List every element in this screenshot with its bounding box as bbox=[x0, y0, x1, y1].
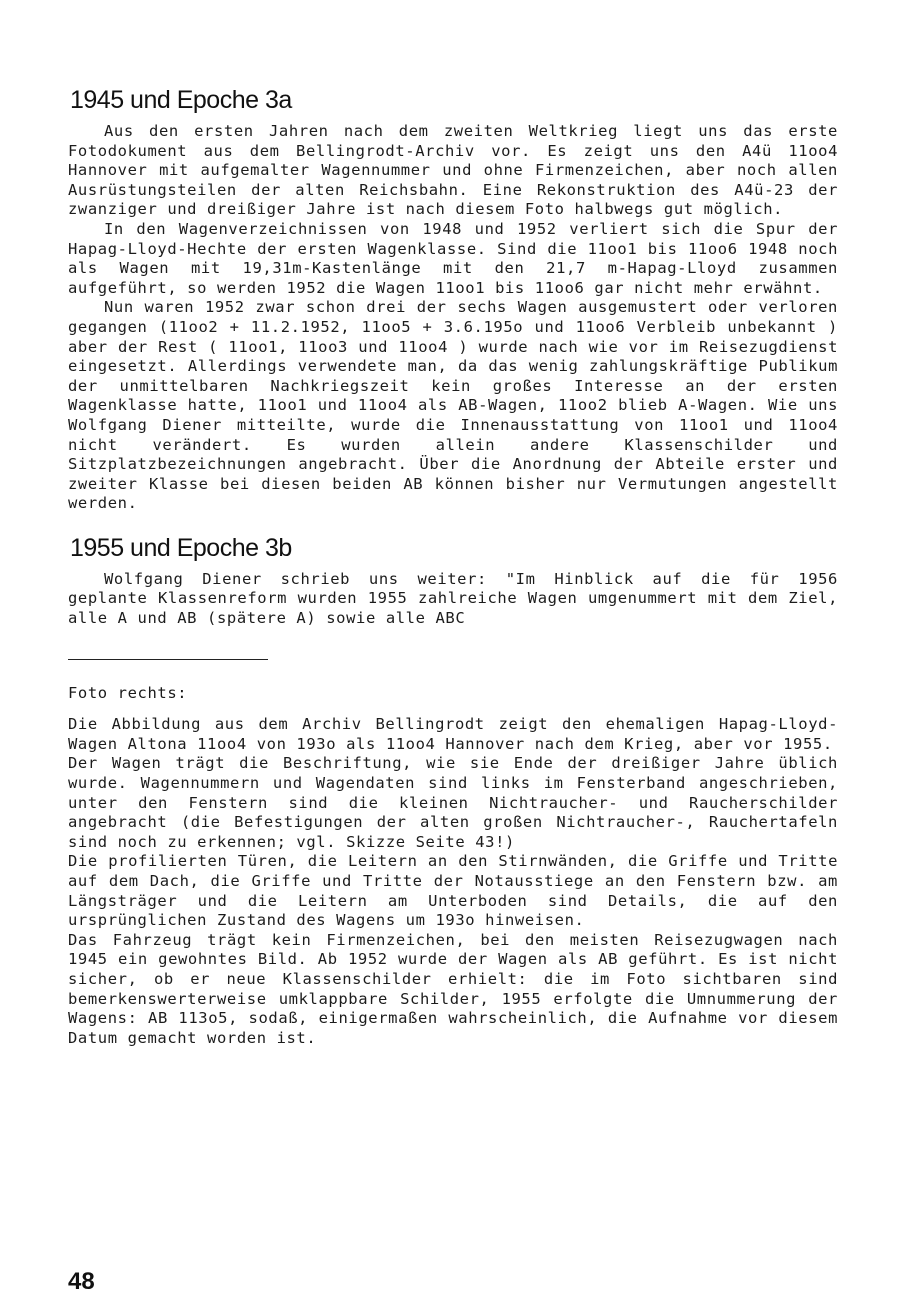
section-heading-1955: 1955 und Epoche 3b bbox=[70, 533, 292, 562]
caption-label: Foto rechts: bbox=[68, 683, 188, 702]
page-content bbox=[68, 84, 838, 1048]
caption-paragraph: Die Abbildung aus dem Archiv Bellingrodt zeigt den ehemaligen Hapag-Lloyd-Wagen Altona 11oo4 von 193o als 11oo4 Hannover nach dem Krieg, aber vor 1955. bbox=[68, 715, 838, 753]
caption-paragraph: Die profilierten Türen, die Leitern an den Stirnwänden, die Griffe und Tritte auf dem Dach, die Griffe und Tritte der Notausstiege an den Fenstern bzw. am Längsträger und die Leitern am Unterboden sind Details, die auf den ursprünglichen Zustand des Wagens um 193o hinweisen. bbox=[68, 852, 838, 930]
paragraph: Nun waren 1952 zwar schon drei der sechs Wagen ausgemustert oder verloren gegangen (11oo2 + 11.2.1952, 11oo5 + 3.6.195o und 11oo6 Verbleib unbekannt ) aber der Rest ( 11oo1, 11oo3 und 11oo4 ) wurde nach wie vor im Reisezugdienst eingesetzt. Allerdings verwendete man, da das wenig zahlungskräftige Publikum der unmittelbaren Nachkriegszeit kein großes Interesse an der ersten Wagenklasse hatte, 11oo1 und 11oo4 als AB-Wagen, 11oo2 blieb A-Wagen. Wie uns Wolfgang Diener mitteilte, wurde die Innenausstattung von 11oo1 und 11oo4 nicht verändert. Es wurden allein andere Klassenschilder und Sitzplatzbezeichnungen angebracht. Über die Anordnung der Abteile erster und zweiter Klasse bei diesen beiden AB können bisher nur Vermutungen angestellt werden. bbox=[68, 298, 838, 513]
caption-paragraph: Das Fahrzeug trägt kein Firmenzeichen, bei den meisten Reisezugwagen nach 1945 ein gewohntes Bild. Ab 1952 wurde der Wagen als AB geführt. Es ist nicht sicher, ob er neue Klassenschilder erhielt: die im Foto sichtbaren sind bemerkenswerterweise umklappbare Schilder, 1955 erfolgte die Umnummerung der Wagens: AB 113o5, sodaß, einigermaßen wahrscheinlich, die Aufnahme vor diesem Datum gemacht worden ist. bbox=[68, 930, 838, 1047]
section-heading-1945: 1945 und Epoche 3a bbox=[70, 86, 292, 114]
paragraph: In den Wagenverzeichnissen von 1948 und 1952 verliert sich die Spur der Hapag-Lloyd-Hechte der ersten Wagenklasse. Sind die 11oo1 bis 11oo6 1948 noch als Wagen mit 19,31m-Kastenlänge mit den 21,7 m-Hapag-Lloyd zusammen aufgeführt, so werden 1952 die Wagen 11oo1 bis 11oo6 gar nicht mehr erwähnt. bbox=[68, 219, 838, 297]
paragraph: Wolfgang Diener schrieb uns weiter: "Im Hinblick auf die für 1956 geplante Klassenreform wurden 1955 zahlreiche Wagen umgenummert mit dem Ziel, alle A und AB (spätere A) sowie alle ABC bbox=[68, 569, 838, 628]
page-number: 48 bbox=[68, 1268, 95, 1295]
footnote-divider bbox=[68, 659, 268, 660]
caption-paragraph: Der Wagen trägt die Beschriftung, wie sie Ende der dreißiger Jahre üblich wurde. Wagennummern und Wagendaten sind links im Fensterband angeschrieben, unter den Fenstern sind die kleinen Nichtraucher- und Raucherschilder angebracht (die Befestigungen der alten großen Nichtraucher-, Rauchertafeln sind noch zu erkennen; vgl. Skizze Seite 43!) bbox=[68, 754, 838, 851]
paragraph: Aus den ersten Jahren nach dem zweiten Weltkrieg liegt uns das erste Fotodokument aus dem Bellingrodt-Archiv vor. Es zeigt uns den A4ü 11oo4 Hannover mit aufgemalter Wagennummer und ohne Firmenzeichen, aber noch allen Ausrüstungsteilen der alten Reichsbahn. Eine Rekonstruktion des A4ü-23 der zwanziger und dreißiger Jahre ist nach diesem Foto halbwegs gut möglich. bbox=[68, 122, 838, 219]
